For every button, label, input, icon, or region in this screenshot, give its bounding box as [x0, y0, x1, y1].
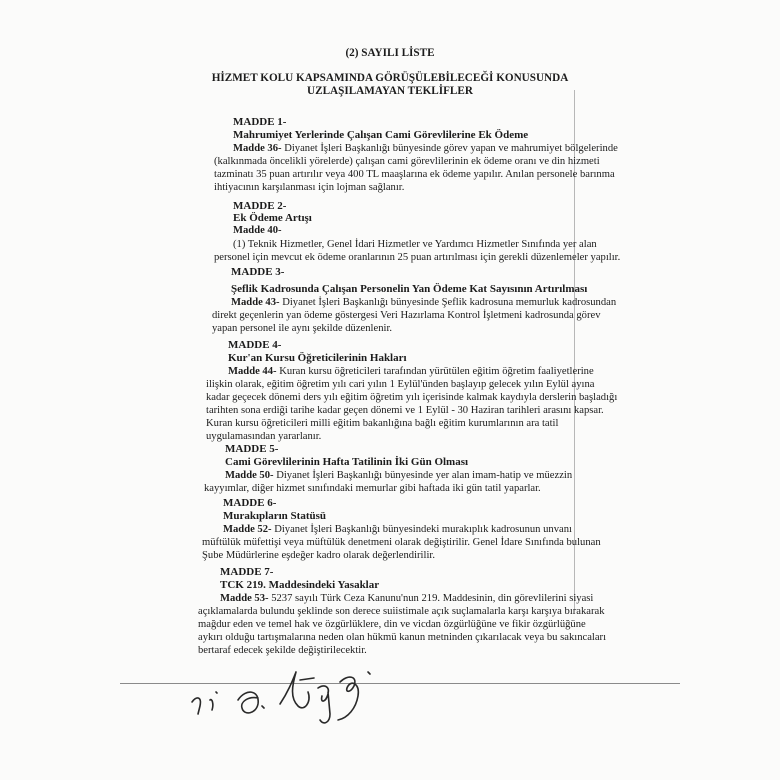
- madde-number: MADDE 4-: [228, 339, 282, 351]
- madde-number: MADDE 1-: [233, 116, 287, 128]
- madde-title: Ek Ödeme Artışı: [233, 212, 312, 224]
- article-line: [231, 296, 616, 309]
- article-text-line: (kalkınmada öncelikli yörelerde) çalışan cami görevlilerinin ek ödeme oranı ve din hizmeti: [214, 156, 600, 167]
- article-number: Madde 50-: [225, 470, 274, 481]
- article-text-line: aykırı olduğu tartışmalarına neden olan hükmü kanun metninden çıkarılacak veya bu sakıncaları: [198, 632, 607, 643]
- madde-number: MADDE 2-: [233, 200, 287, 212]
- article-text: Kuran kursu öğreticileri tarafından yürütülen eğitim öğretim faaliyetlerine: [276, 366, 594, 377]
- article-number: Madde 43-: [231, 297, 280, 308]
- article-text-line: Kuran kursu öğreticileri milli eğitim bakanlığına bağlı eğitim kurumlarının ara tatil: [206, 418, 559, 429]
- madde-title: Murakıpların Statüsü: [223, 510, 326, 522]
- article-text-line: tazminatı 35 puan artırılır veya 400 TL maaşlarına ek ödeme yapılır. Anılan personele barınma: [214, 169, 615, 180]
- list-title: (2) SAYILI LİSTE: [345, 47, 435, 59]
- article-text-line: direkt geçenlerin yan ödeme göstergesi Veri Hazırlama Kontrol İşletmeni kadrosunda görev: [212, 310, 601, 321]
- madde-number: MADDE 3-: [231, 266, 285, 278]
- article-line: [225, 469, 572, 482]
- article-number: Madde 52-: [223, 524, 272, 535]
- article-text-line: yapan personel ile aynı şekilde düzenlenir.: [212, 323, 393, 334]
- article-line: [233, 142, 618, 155]
- madde-number: MADDE 6-: [223, 497, 277, 509]
- article-text-line: ilişkin olarak, eğitim öğretim yılı cari yılın 1 Eylül'ünden başlayıp gelecek yılın Eylül ayına: [206, 379, 595, 390]
- handwritten-signature: [188, 662, 438, 737]
- article-number: Madde 40-: [233, 225, 282, 236]
- madde-number: MADDE 7-: [220, 566, 274, 578]
- article-text: 5237 sayılı Türk Ceza Kanunu'nun 219. Maddesinin, din görevlilerini siyasi: [268, 593, 594, 604]
- madde-title: Kur'an Kursu Öğreticilerinin Hakları: [228, 352, 407, 364]
- article-text-line: (1) Teknik Hizmetler, Genel İdari Hizmetler ve Yardımcı Hizmetler Sınıfında yer alan: [233, 239, 597, 250]
- article-text: Diyanet İşleri Başkanlığı bünyesinde yer alan imam-hatip ve müezzin: [273, 470, 573, 481]
- article-number: Madde 36-: [233, 143, 282, 154]
- article-line: [220, 592, 593, 605]
- article-text-line: Şube Müdürlerine eşdeğer kadro olarak değerlendirilir.: [202, 550, 435, 561]
- article-line: [223, 523, 572, 536]
- article-text-line: bertaraf edecek şekilde değiştirilecektir.: [198, 645, 367, 656]
- madde-title: Mahrumiyet Yerlerinde Çalışan Cami Görevlilerine Ek Ödeme: [233, 129, 529, 141]
- article-text-line: mağdur eden ve temel hak ve özgürlüklere, din ve vicdan özgürlüğüne ve fikir özgürlüğüne: [198, 619, 586, 630]
- article-text-line: açıklamalarda bulundu şeklinde son derece suiistimale açık suçlamalarla karşı karşıya bırakarak: [198, 606, 605, 617]
- article-text: Diyanet İşleri Başkanlığı bünyesinde görev yapan ve mahrumiyet bölgelerinde: [281, 143, 618, 154]
- article-line: [228, 365, 594, 378]
- madde-title: Cami Görevlilerinin Hafta Tatilinin İki Gün Olması: [225, 456, 469, 468]
- article-text-line: personel için mevcut ek ödeme oranlarının 25 puan artırılması için gerekli düzenlemeler yapılır.: [214, 252, 621, 263]
- article-text: Diyanet İşleri Başkanlığı bünyesinde Şeflik kadrosuna memurluk kadrosundan: [279, 297, 617, 308]
- article-number: Madde 53-: [220, 593, 269, 604]
- document-heading-line-2: UZLAŞILAMAYAN TEKLİFLER: [307, 85, 473, 97]
- madde-title: Şeflik Kadrosunda Çalışan Personelin Yan Ödeme Kat Sayısının Artırılması: [231, 283, 588, 295]
- document-heading-line-1: HİZMET KOLU KAPSAMINDA GÖRÜŞÜLEBİLECEĞİ KONUSUNDA: [211, 72, 569, 84]
- article-text-line: kayyımlar, diğer hizmet sınıfındaki memurlar gibi haftada iki gün tatil yaparlar.: [204, 483, 541, 494]
- article-text: Diyanet İşleri Başkanlığı bünyesindeki murakıplık kadrosunun unvanı: [271, 524, 572, 535]
- madde-number: MADDE 5-: [225, 443, 279, 455]
- article-number: Madde 44-: [228, 366, 277, 377]
- article-text-line: kadar geçecek dönemi ders yılı eğitim öğretim yılı içerisinde kalmak kaydıyla derslerin başladığı: [206, 392, 618, 403]
- article-text-line: uygulamasından yararlanır.: [206, 431, 322, 442]
- article-text-line: tarihten sona erdiği tarihe kadar geçen dönemi ve 1 Eylül - 30 Haziran tarihleri arasını kapsar.: [206, 405, 604, 416]
- article-text-line: ihtiyacının karşılanması için lojman sağlanır.: [214, 182, 405, 193]
- madde-title: TCK 219. Maddesindeki Yasaklar: [220, 579, 380, 591]
- article-text-line: müftülük müfettişi veya müftülük denetmeni olarak değiştirilir. Genel İdare Sınıfında bulunan: [202, 537, 601, 548]
